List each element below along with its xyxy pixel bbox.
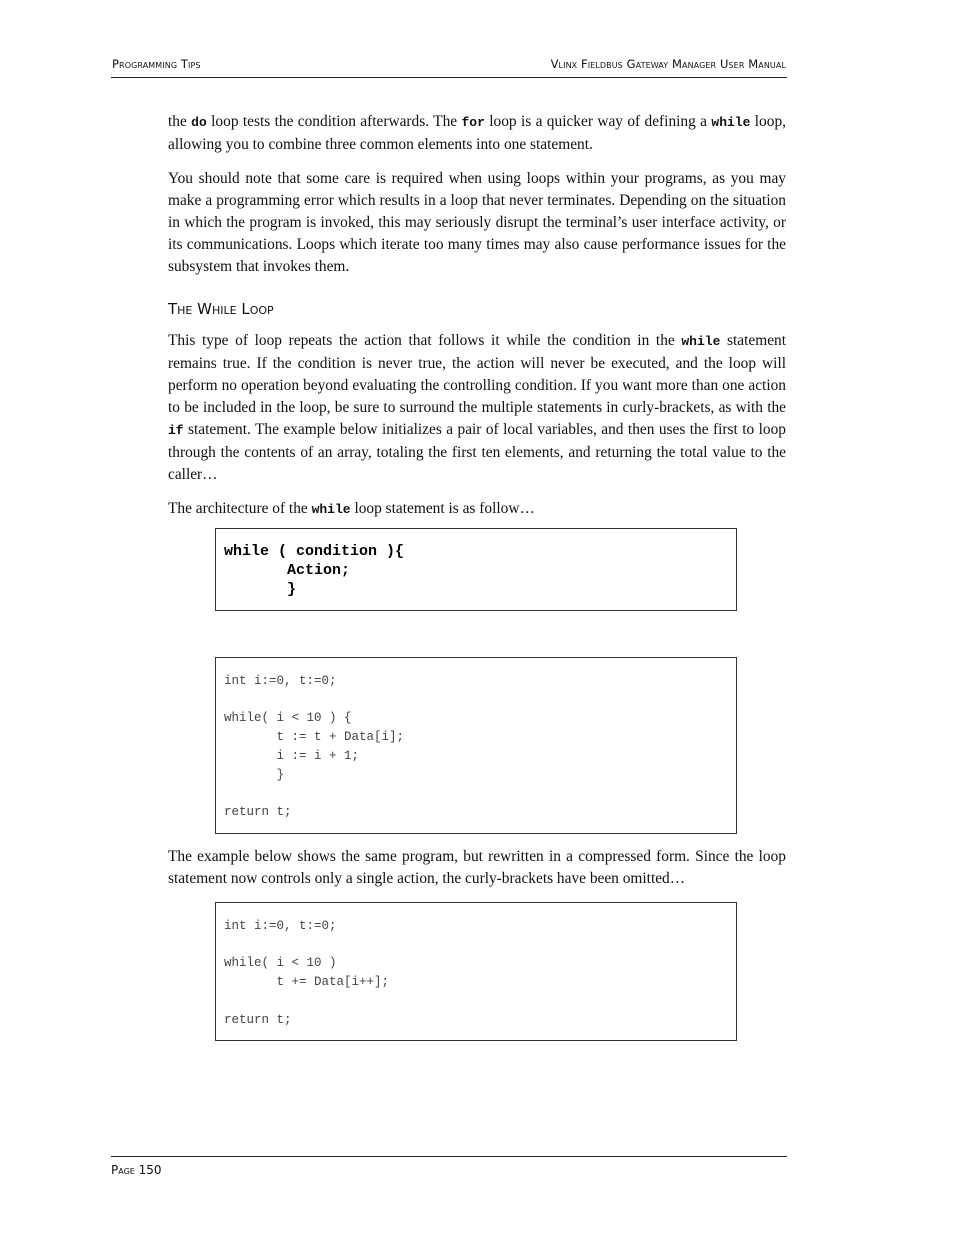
code-example-1: int i:=0, t:=0; while( i < 10 ) { t := t + Data[i]; i := i + 1; } return t;: [224, 674, 405, 819]
paragraph-loop-caution: You should note that some care is required when using loops within your programs, as you may make a programming error which results in a loop that never terminates. Depending on the situation in which the program is invoked, this may seriously disrupt the terminal’s user interface activity, or its communications. Loops which iterate too many times may also cause performance issues for the subsystem that invokes them.: [168, 170, 786, 275]
paragraph-while-architecture: The architecture of the while loop statement is as follow…: [168, 500, 535, 517]
paragraph-while-description: This type of loop repeats the action that follows it while the condition in the while statement remains true. If the condition is never true, the action will never be executed, and the loop will perform no operation beyond evaluating the controlling condition. If you want more than one action to be included in the loop, be sure to surround the multiple statements in curly-brackets, as with the if statement. The example below initializes a pair of local variables, and then uses the first to loop through the contents of an array, totaling the first ten elements, and returning the total value to the caller…: [168, 332, 787, 483]
code-box-example-2: [215, 902, 737, 1041]
code-while-syntax: while ( condition ){ Action; }: [224, 543, 405, 598]
section-heading-while-loop: The While Loop: [168, 300, 274, 318]
code-example-2: int i:=0, t:=0; while( i < 10 ) t += Data[i++]; return t;: [224, 919, 390, 1027]
page-footer: [111, 1156, 787, 1177]
page-header: [111, 55, 787, 78]
page-number: Page 150: [111, 1163, 162, 1177]
header-chapter-title: Programming Tips: [112, 57, 201, 71]
header-manual-title: Vlinx Fieldbus Gateway Manager User Manual: [550, 57, 786, 71]
paragraph-loop-types: the do loop tests the condition afterwards. The for loop is a quicker way of defining a while loop, allowing you to combine three common elements into one statement.: [168, 113, 786, 153]
code-box-while-syntax: [215, 528, 737, 611]
main-content: [168, 111, 786, 533]
paragraph-compressed-form: The example below shows the same program, but rewritten in a compressed form. Since the loop statement now controls only a single action, the curly-brackets have been omitted…: [168, 848, 786, 887]
code-box-example-1: [215, 657, 737, 834]
